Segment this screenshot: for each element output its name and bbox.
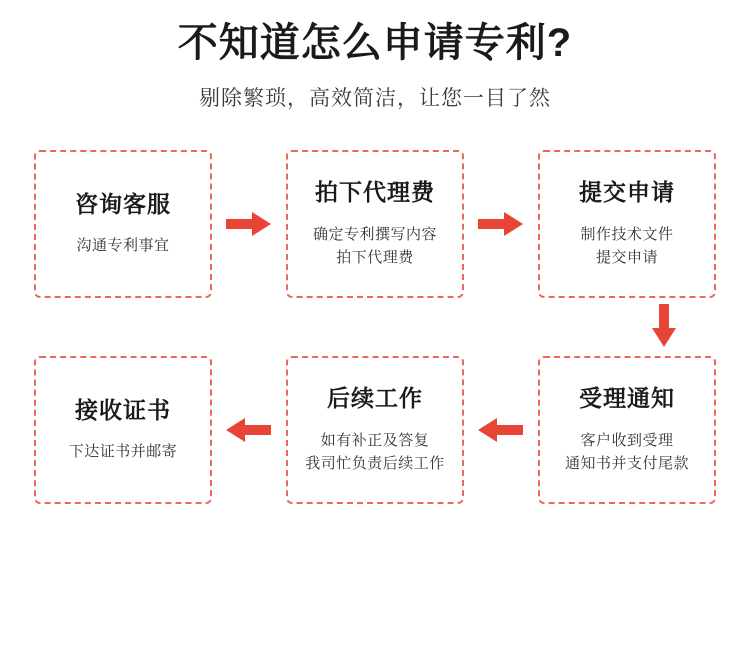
flow-step-description-line: 确定专利撰写内容 xyxy=(312,225,437,243)
flow-step-description-line: 如有补正及答复 xyxy=(320,431,430,449)
flow-step-description xyxy=(305,429,445,476)
arrow-left-icon xyxy=(478,416,524,444)
flow-row-top xyxy=(20,150,730,298)
flow-step-description-line: 拍下代理费 xyxy=(336,248,414,266)
flow-step-card-5 xyxy=(286,356,464,504)
flow-step-description xyxy=(565,429,689,476)
arrow-slot-3-4 xyxy=(20,298,730,356)
arrow-slot-5-6 xyxy=(212,416,286,444)
arrow-slot-1-2 xyxy=(212,210,286,238)
flow-step-description xyxy=(69,440,178,463)
flow-step-description-line: 制作技术文件 xyxy=(580,225,674,243)
arrow-right-icon xyxy=(226,210,272,238)
flow-step-description xyxy=(580,223,673,270)
page-title: 不知道怎么申请专利? xyxy=(177,21,573,65)
flow-row-bottom xyxy=(20,356,730,504)
flow-step-title: 拍下代理费 xyxy=(315,178,435,205)
flow-step-description-line: 下达证书并邮寄 xyxy=(68,443,178,461)
arrow-slot-4-5 xyxy=(464,416,538,444)
process-flow xyxy=(20,150,730,504)
arrow-down-icon xyxy=(650,304,678,348)
flow-step-description-line: 通知书并支付尾款 xyxy=(564,454,689,472)
flow-step-title: 提交申请 xyxy=(579,178,675,205)
flow-step-title: 受理通知 xyxy=(579,384,675,411)
flow-step-card-3 xyxy=(538,150,716,298)
flow-step-description-line: 提交申请 xyxy=(595,248,658,266)
flow-step-description-line: 我司忙负责后续工作 xyxy=(305,454,445,472)
flow-step-card-2 xyxy=(286,150,464,298)
arrow-slot-2-3 xyxy=(464,210,538,238)
flow-step-card-6 xyxy=(34,356,212,504)
heading-block xyxy=(0,0,750,112)
arrow-down-wrapper xyxy=(650,304,678,353)
flow-step-description-line: 沟通专利事宜 xyxy=(76,237,170,255)
flow-step-description xyxy=(313,223,437,270)
flow-step-card-4 xyxy=(538,356,716,504)
flow-step-title: 咨询客服 xyxy=(75,190,171,217)
flow-step-title: 接收证书 xyxy=(75,396,171,423)
arrow-right-icon xyxy=(478,210,524,238)
flow-step-card-1 xyxy=(34,150,212,298)
flow-step-description xyxy=(76,234,169,257)
flow-step-title: 后续工作 xyxy=(327,384,423,411)
arrow-left-icon xyxy=(226,416,272,444)
flow-step-description-line: 客户收到受理 xyxy=(580,431,674,449)
page-subtitle: 剔除繁琐，高效简洁，让您一目了然 xyxy=(199,87,551,110)
